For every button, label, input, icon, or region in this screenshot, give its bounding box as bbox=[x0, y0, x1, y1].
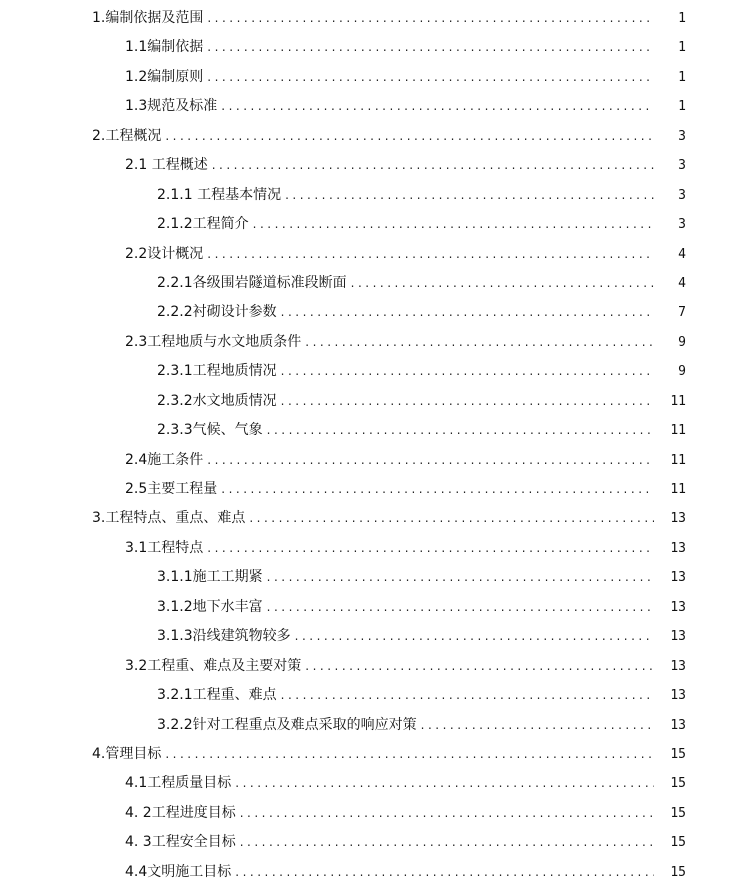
toc-entry[interactable] bbox=[0, 4, 750, 33]
toc-entry-page-number: 1 bbox=[678, 69, 686, 85]
toc-entry-title: 2.1 工程概述 bbox=[125, 157, 208, 174]
toc-entry[interactable] bbox=[0, 63, 750, 92]
toc-entry-title: 2.2设计概况 bbox=[125, 245, 204, 262]
toc-entry[interactable] bbox=[0, 563, 750, 592]
toc-entry-title: 2.3工程地质与水文地质条件 bbox=[125, 333, 302, 350]
toc-entry-page-number: 13 bbox=[670, 629, 686, 645]
toc-entry[interactable] bbox=[0, 622, 750, 651]
toc-entry-title: 4.1工程质量目标 bbox=[125, 775, 232, 792]
toc-entry-page-number: 13 bbox=[670, 717, 686, 733]
toc-dot-leader bbox=[295, 622, 654, 651]
toc-dot-leader bbox=[221, 475, 654, 504]
toc-dot-leader bbox=[240, 799, 654, 828]
toc-entry-title: 3.1.1施工工期紧 bbox=[157, 569, 263, 586]
toc-dot-leader bbox=[207, 240, 654, 269]
toc-entry-page-number: 11 bbox=[670, 482, 686, 497]
toc-dot-leader bbox=[235, 858, 654, 887]
toc-entry-page-number: 15 bbox=[670, 835, 686, 851]
toc-entry-page-number: 3 bbox=[678, 217, 686, 233]
toc-entry-title: 4. 2工程进度目标 bbox=[125, 804, 236, 821]
toc-entry-page-number: 15 bbox=[670, 864, 686, 880]
toc-entry-title: 3.1.2地下水丰富 bbox=[157, 598, 263, 615]
toc-entry-title: 2.3.1工程地质情况 bbox=[157, 363, 277, 380]
toc-entry[interactable] bbox=[0, 446, 750, 475]
toc-entry-title: 3.工程特点、重点、难点 bbox=[92, 510, 246, 527]
toc-entry[interactable] bbox=[0, 740, 750, 769]
toc-dot-leader bbox=[165, 122, 654, 151]
toc-dot-leader bbox=[281, 357, 654, 386]
toc-dot-leader bbox=[305, 328, 654, 357]
toc-dot-leader bbox=[235, 769, 654, 798]
toc-entry[interactable] bbox=[0, 387, 750, 416]
toc-dot-leader bbox=[253, 210, 654, 239]
toc-entry[interactable] bbox=[0, 240, 750, 269]
toc-entry[interactable] bbox=[0, 652, 750, 681]
toc-entry[interactable] bbox=[0, 711, 750, 740]
toc-entry-title: 1.1编制依据 bbox=[125, 39, 204, 56]
toc-dot-leader bbox=[267, 593, 654, 622]
toc-entry-page-number: 3 bbox=[678, 128, 686, 144]
toc-entry[interactable] bbox=[0, 328, 750, 357]
toc-entry-title: 3.2.1工程重、难点 bbox=[157, 687, 277, 704]
toc-entry-page-number: 7 bbox=[678, 305, 686, 321]
toc-entry[interactable] bbox=[0, 33, 750, 62]
toc-entry-title: 2.3.2水文地质情况 bbox=[157, 392, 277, 409]
toc-entry-title: 3.2.2针对工程重点及难点采取的响应对策 bbox=[157, 716, 417, 733]
toc-entry[interactable] bbox=[0, 828, 750, 857]
toc-dot-leader bbox=[267, 416, 654, 445]
toc-entry-page-number: 4 bbox=[678, 275, 686, 291]
toc-entry-page-number: 1 bbox=[678, 11, 686, 26]
toc-entry-title: 4.管理目标 bbox=[92, 745, 162, 762]
toc-dot-leader bbox=[249, 504, 654, 533]
toc-dot-leader bbox=[281, 298, 654, 327]
toc-dot-leader bbox=[207, 63, 654, 92]
toc-dot-leader bbox=[240, 828, 654, 857]
toc-entry[interactable] bbox=[0, 269, 750, 298]
toc-entry-page-number: 9 bbox=[678, 334, 686, 350]
toc-dot-leader bbox=[207, 534, 654, 563]
toc-entry-title: 2.3.3气候、气象 bbox=[157, 422, 263, 439]
toc-entry-page-number: 3 bbox=[678, 158, 686, 174]
toc-entry[interactable] bbox=[0, 681, 750, 710]
toc-entry[interactable] bbox=[0, 151, 750, 180]
toc-dot-leader bbox=[285, 181, 654, 210]
toc-entry-page-number: 13 bbox=[670, 511, 686, 527]
toc-entry[interactable] bbox=[0, 210, 750, 239]
toc-entry-page-number: 13 bbox=[670, 599, 686, 615]
toc-entry-page-number: 13 bbox=[670, 570, 686, 586]
toc-dot-leader bbox=[207, 446, 654, 475]
toc-entry[interactable] bbox=[0, 181, 750, 210]
toc-entry-title: 1.3规范及标准 bbox=[125, 98, 218, 115]
toc-entry[interactable] bbox=[0, 416, 750, 445]
toc-entry[interactable] bbox=[0, 357, 750, 386]
toc-entry-page-number: 15 bbox=[670, 805, 686, 821]
toc-entry-page-number: 9 bbox=[678, 364, 686, 380]
toc-entry[interactable] bbox=[0, 475, 750, 504]
toc-entry-title: 3.1工程特点 bbox=[125, 539, 204, 556]
toc-entry-page-number: 15 bbox=[670, 776, 686, 792]
toc-dot-leader bbox=[351, 269, 654, 298]
toc-entry-title: 2.1.2工程简介 bbox=[157, 216, 249, 233]
toc-entry[interactable] bbox=[0, 769, 750, 798]
toc-dot-leader bbox=[267, 563, 654, 592]
toc-entry-title: 1.2编制原则 bbox=[125, 68, 204, 85]
toc-dot-leader bbox=[207, 4, 654, 33]
toc-entry[interactable] bbox=[0, 92, 750, 121]
toc-entry-title: 2.2.1各级围岩隧道标准段断面 bbox=[157, 274, 347, 291]
toc-dot-leader bbox=[281, 387, 654, 416]
toc-entry-title: 2.2.2衬砌设计参数 bbox=[157, 304, 277, 321]
toc-entry-title: 3.1.3沿线建筑物较多 bbox=[157, 628, 291, 645]
toc-entry-title: 4. 3工程安全目标 bbox=[125, 834, 236, 851]
toc-entry-title: 2.5主要工程量 bbox=[125, 481, 218, 497]
toc-entry-page-number: 13 bbox=[670, 540, 686, 556]
toc-entry-page-number: 4 bbox=[678, 246, 686, 262]
toc-entry-title: 2.1.1 工程基本情况 bbox=[157, 186, 282, 203]
toc-dot-leader bbox=[212, 151, 654, 180]
toc-entry-page-number: 11 bbox=[670, 423, 686, 439]
toc-entry-page-number: 11 bbox=[670, 393, 686, 409]
toc-entry-title: 1.编制依据及范围 bbox=[92, 10, 204, 26]
toc-entry-page-number: 11 bbox=[670, 452, 686, 468]
toc-entry-title: 2.工程概况 bbox=[92, 127, 162, 144]
toc-entry[interactable] bbox=[0, 799, 750, 828]
toc-entry[interactable] bbox=[0, 122, 750, 151]
toc-entry-page-number: 15 bbox=[670, 746, 686, 762]
table-of-contents bbox=[0, 4, 750, 887]
toc-dot-leader bbox=[281, 681, 654, 710]
toc-entry-title: 2.4施工条件 bbox=[125, 451, 204, 468]
toc-entry-page-number: 1 bbox=[678, 40, 686, 56]
toc-entry-page-number: 1 bbox=[678, 99, 686, 115]
toc-entry[interactable] bbox=[0, 298, 750, 327]
toc-dot-leader bbox=[165, 740, 654, 769]
toc-entry-title: 3.2工程重、难点及主要对策 bbox=[125, 657, 302, 674]
toc-dot-leader bbox=[207, 33, 654, 62]
toc-dot-leader bbox=[305, 652, 654, 681]
toc-entry-title: 4.4文明施工目标 bbox=[125, 863, 232, 880]
toc-entry[interactable] bbox=[0, 858, 750, 887]
toc-dot-leader bbox=[421, 711, 654, 740]
toc-entry-page-number: 3 bbox=[678, 187, 686, 203]
toc-entry[interactable] bbox=[0, 534, 750, 563]
toc-entry[interactable] bbox=[0, 593, 750, 622]
toc-entry[interactable] bbox=[0, 504, 750, 533]
toc-entry-page-number: 13 bbox=[670, 658, 686, 674]
toc-entry-page-number: 13 bbox=[670, 688, 686, 704]
toc-dot-leader bbox=[221, 92, 654, 121]
